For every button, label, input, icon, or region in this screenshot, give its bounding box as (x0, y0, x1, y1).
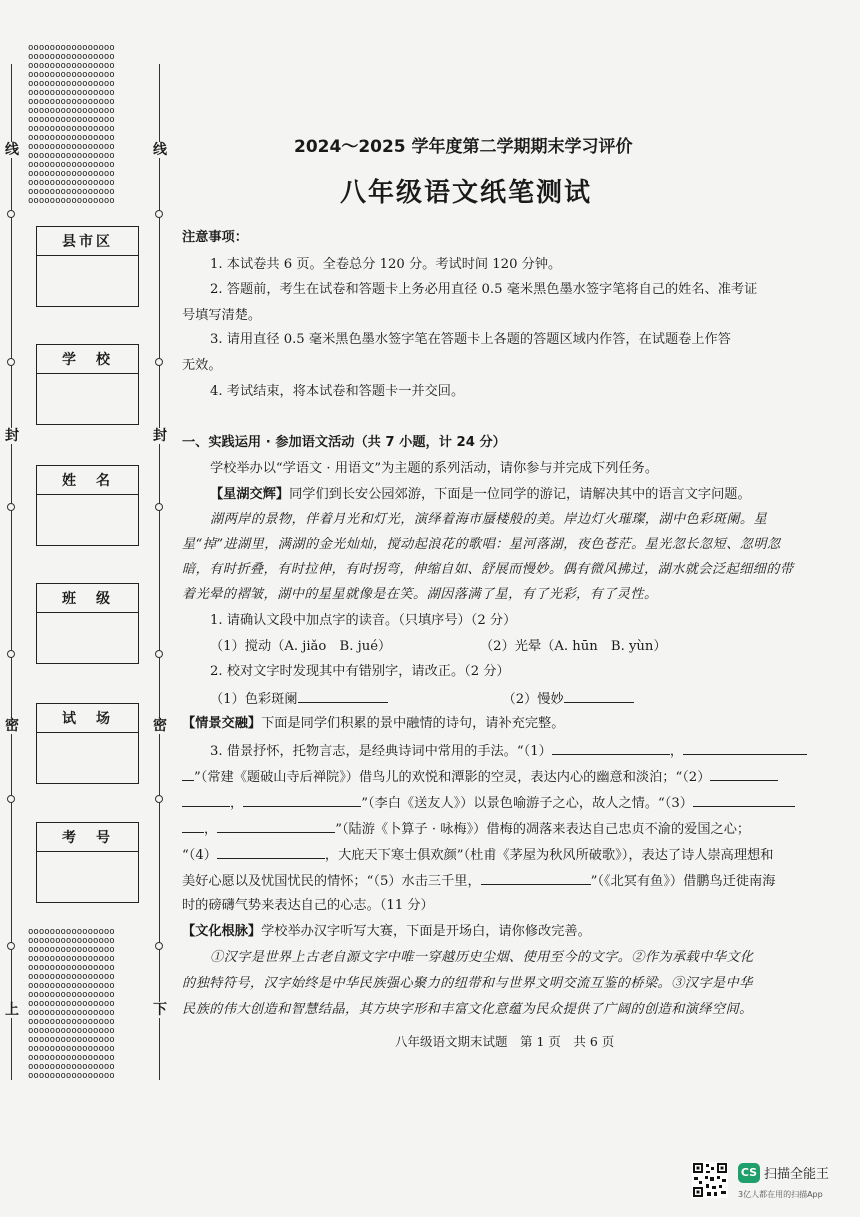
binding-mark-seal-left: 封 (5, 428, 19, 444)
answer-blank[interactable] (182, 766, 194, 781)
binding-hole (7, 942, 15, 950)
field-room (36, 703, 139, 784)
scanner-app-name: 扫描全能王 (764, 1167, 830, 1182)
answer-blank[interactable] (182, 792, 230, 807)
field-blank[interactable] (37, 733, 138, 783)
binding-mark-secret-right: 密 (153, 718, 167, 734)
binding-mark-seal-right: 封 (153, 428, 167, 444)
qr-code-icon (692, 1162, 728, 1198)
exam-subtitle: 八年级语文纸笔测试 (340, 178, 593, 208)
q2-item-a: （1）色彩斑阑 (210, 692, 298, 707)
q3-text: ，大庇天下寒士俱欢颜”（杜甫《茅屋为秋风所破歌》），表达了诗人崇高理想和 (324, 848, 774, 863)
field-blank[interactable] (37, 852, 138, 902)
q3-text: ”（陆游《卜算子 · 咏梅》）借梅的凋落来表达自己忠贞不渝的爱国之心； (335, 822, 751, 837)
part-tag: 【星湖交辉】 (210, 487, 290, 502)
question-3-line (182, 766, 837, 788)
q3-text: 3. 借景抒怀，托物言志，是经典诗词中常用的手法。“（1） (210, 744, 552, 759)
answer-blank[interactable] (217, 844, 325, 859)
question-3-line: 3. 借景抒怀，托物言志，是经典诗词中常用的手法。“（1） ， (182, 740, 860, 762)
binding-hole (155, 210, 163, 218)
notice-item: 2. 答题前，考生在试卷和答题卡上务必用直径 0.5 毫米黑色墨水签字笔将自己的姓名、准考证 (210, 282, 758, 297)
passage-line: 星“掉”进湖里，满湖的金光灿灿，搅动起浪花的歌唱：星河落湖，夜色苍茫。星光忽长忽短、忽明忽 (182, 537, 781, 552)
field-blank[interactable] (37, 374, 138, 424)
field-school (36, 344, 139, 425)
scanner-logo-icon: CS (738, 1163, 760, 1183)
question-3-line: ， ”（陆游《卜算子 · 咏梅》）借梅的凋落来表达自己忠贞不渝的爱国之心； (182, 818, 837, 840)
field-exam-number (36, 822, 139, 903)
exam-title: 2024～2025 学年度第二学期期末学习评价 (294, 137, 633, 157)
field-label: 县市区 (37, 227, 138, 256)
notice-heading: 注意事项： (182, 230, 248, 245)
question-3-line (182, 870, 837, 892)
question-3-line: ， ”（李白《送友人》）以景色喻游子之心，故人之情。“（3） (182, 792, 837, 814)
binding-hole (7, 210, 15, 218)
part-text: 学校举办汉字听写大赛，下面是开场白，请你修改完善。 (261, 924, 591, 939)
field-label: 班 级 (37, 584, 138, 613)
part-text: 下面是同学们积累的景中融情的诗句，请补充完整。 (261, 716, 565, 731)
part-star-lake (182, 485, 860, 505)
answer-blank[interactable] (710, 766, 778, 781)
binding-hole (155, 358, 163, 366)
passage-line: 暗，有时折叠，有时拉伸，有时拐弯，伸缩自如、舒展而慢妙。偶有微风拂过，湖水就会泛起细细的带 (182, 562, 794, 577)
binding-hole (155, 795, 163, 803)
q3-text: ”（常建《题破山寺后禅院》）借鸟儿的欢悦和潭影的空灵，表达内心的幽意和淡泊；“（2） (194, 770, 711, 785)
part-tag: 【情景交融】 (182, 716, 262, 731)
q3-text: ”（《北冥有鱼》）借鹏鸟迁徙南海 (590, 874, 776, 889)
field-blank[interactable] (37, 495, 138, 545)
q3-text: 美好心愿以及忧国忧民的情怀；“（5）水击三千里， (182, 874, 481, 889)
binding-hole (7, 650, 15, 658)
field-label: 姓 名 (37, 466, 138, 495)
answer-blank[interactable] (182, 818, 204, 833)
answer-blank[interactable] (243, 792, 361, 807)
dot-pattern-top: oooooooooooooooo oooooooooooooooo oooooooooooooooo oooooooooooooooo oooooooooooooooo oooooooooooooooo oooooooooooooooo oooooooooooooooo oooooooooooooooo oooooooooooooooo oooooooooooooooo oooooooooooooooo oooooooooooooooo oooooooooooooooo oooooooooooooooo oooooooooooooooo oooooooooooooooo oooooooooooooooo (28, 43, 115, 206)
q3-text: ”（李白《送友人》）以景色喻游子之心，故人之情。“（3） (361, 796, 693, 811)
binding-mark-down-right: 下 (153, 1002, 167, 1018)
q1-option-a: （1）搅动（A. jiǎo B. jué） (210, 639, 392, 654)
binding-hole (155, 942, 163, 950)
field-class (36, 583, 139, 664)
binding-mark-line-right: 线 (153, 142, 167, 158)
notice-item: 4. 考试结束，将本试卷和答题卡一并交回。 (210, 384, 465, 399)
binding-hole (155, 503, 163, 511)
field-county (36, 226, 139, 307)
q1-option-b: （2）光晕（A. hūn B. yùn） (480, 639, 667, 654)
binding-hole (155, 650, 163, 658)
answer-blank[interactable] (552, 740, 670, 755)
notice-item: 号填写清楚。 (182, 308, 262, 323)
binding-mark-line-left: 线 (5, 142, 19, 158)
answer-blank[interactable] (693, 792, 795, 807)
question-2: 2. 校对文字时发现其中有错别字，请改正。（2 分） (210, 664, 510, 679)
field-label: 考 号 (37, 823, 138, 852)
binding-hole (7, 358, 15, 366)
question-3-line: 时的磅礴气势来表达自己的心志。（11 分） (182, 898, 434, 913)
binding-mark-up-left: 上 (5, 1002, 19, 1018)
binding-hole (7, 503, 15, 511)
question-2-items (182, 688, 860, 710)
answer-blank[interactable] (564, 688, 634, 703)
answer-blank[interactable] (217, 818, 335, 833)
part-scene-emotion (182, 714, 837, 734)
answer-blank[interactable] (298, 688, 388, 703)
answer-blank[interactable] (683, 740, 807, 755)
dot-pattern-bottom: oooooooooooooooo oooooooooooooooo oooooooooooooooo oooooooooooooooo oooooooooooooooo oooooooooooooooo oooooooooooooooo oooooooooooooooo oooooooooooooooo oooooooooooooooo oooooooooooooooo oooooooooooooooo oooooooooooooooo oooooooooooooooo oooooooooooooooo oooooooooooooooo oooooooooooooooo (28, 927, 115, 1081)
field-blank[interactable] (37, 613, 138, 663)
passage-line: 着光晕的褶皱，湖中的星星就像是在笑。湖因落满了星，有了光彩，有了灵性。 (182, 587, 658, 602)
part-tag: 【文化根脉】 (182, 924, 262, 939)
section-intro: 学校举办以“学语文 · 用语文”为主题的系列活动，请你参与并完成下列任务。 (210, 461, 659, 476)
q3-text: “（4） (182, 848, 217, 863)
opening-line: 的独特符号，汉字始终是中华民族强心聚力的纽带和与世界文明交流互鉴的桥梁。③汉字是中华 (182, 976, 753, 991)
answer-blank[interactable] (481, 870, 591, 885)
field-name (36, 465, 139, 546)
question-1: 1. 请确认文段中加点字的读音。（只填序号）（2 分） (210, 613, 517, 628)
binding-hole (7, 795, 15, 803)
question-3-line (182, 844, 837, 866)
field-blank[interactable] (37, 256, 138, 306)
opening-line: ①汉字是世界上古老自源文字中唯一穿越历史尘烟、使用至今的文字。②作为承载中华文化 (210, 950, 754, 965)
page-footer: 八年级语文期末试题 第 1 页 共 6 页 (395, 1034, 615, 1049)
part-culture-roots (182, 922, 837, 942)
field-label: 学 校 (37, 345, 138, 374)
q2-item-b: （2）慢妙 (502, 692, 564, 707)
scanner-tagline: 3亿人都在用的扫描App (738, 1190, 823, 1199)
section-heading: 一、实践运用 · 参加语文活动（共 7 小题，计 24 分） (182, 435, 506, 450)
passage-line: 湖两岸的景物，伴着月光和灯光，演绎着海市蜃楼般的美。岸边灯火璀璨，湖中色彩斑阑。星 (210, 512, 768, 527)
field-label: 试 场 (37, 704, 138, 733)
notice-item: 3. 请用直径 0.5 毫米黑色墨水签字笔在答题卡上各题的答题区域内作答，在试题卷上作答 (210, 332, 731, 347)
notice-item: 无效。 (182, 358, 222, 373)
question-1-options (182, 637, 860, 657)
opening-line: 民族的伟大创造和智慧结晶，其方块字形和丰富文化意蕴为民众提供了广阔的创造和演绎空间。 (182, 1002, 753, 1017)
binding-mark-secret-left: 密 (5, 718, 19, 734)
notice-item: 1. 本试卷共 6 页。全卷总分 120 分。考试时间 120 分钟。 (210, 257, 562, 272)
part-text: 同学们到长安公园郊游，下面是一位同学的游记，请解决其中的语言文字问题。 (289, 487, 751, 502)
